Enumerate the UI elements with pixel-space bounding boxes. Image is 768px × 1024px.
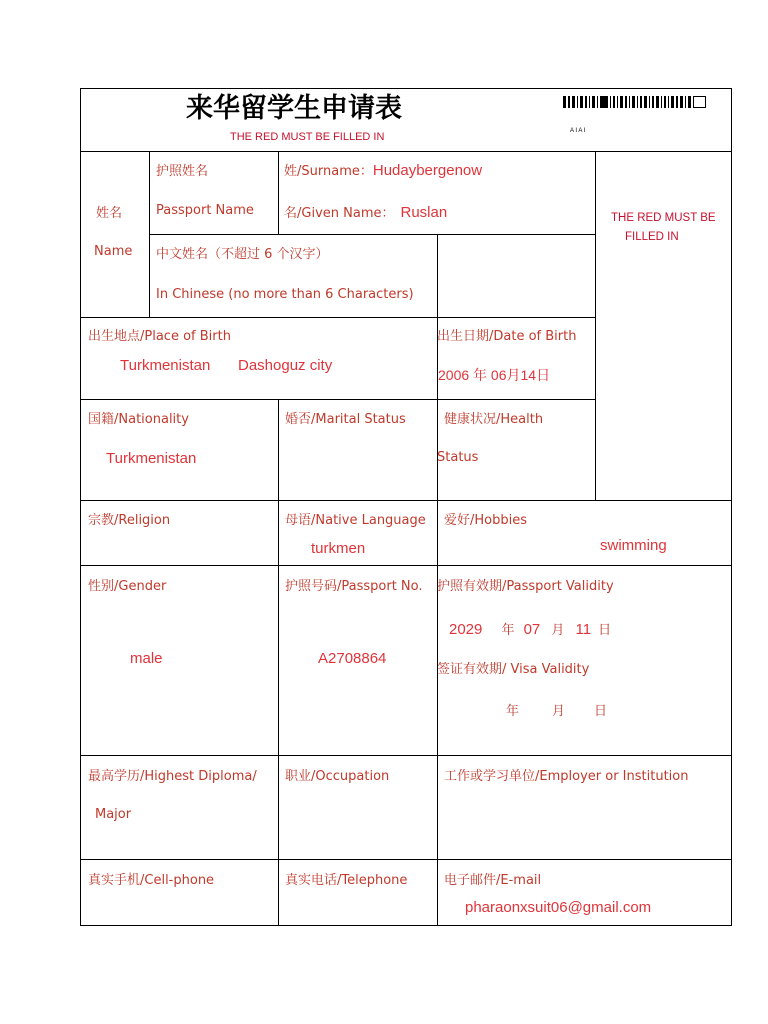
email-label: 电子邮件/E-mail bbox=[444, 873, 542, 888]
passport-name-label-cn: 护照姓名 bbox=[156, 164, 209, 179]
name-label-cn: 姓名 bbox=[96, 206, 123, 221]
health-status-label: 健康状况/Health bbox=[444, 412, 544, 427]
given-name-value: Ruslan bbox=[400, 204, 448, 221]
row-divider bbox=[149, 234, 595, 235]
surname-value: Hudaybergenow bbox=[372, 162, 483, 179]
row-divider bbox=[80, 500, 732, 501]
table-border-left bbox=[80, 88, 81, 926]
col-divider bbox=[149, 151, 150, 317]
page-title: 来华留学生申请表 bbox=[186, 93, 402, 124]
col-divider bbox=[278, 151, 279, 234]
passport-no-label: 护照号码/Passport No. bbox=[285, 579, 423, 594]
native-language-label: 母语/Native Language bbox=[285, 513, 426, 528]
visa-month-char[interactable]: 月 bbox=[552, 704, 566, 719]
visa-day-char[interactable]: 日 bbox=[594, 704, 608, 719]
nationality-label: 国籍/Nationality bbox=[88, 412, 189, 427]
highest-diploma-label: 最高学历/Highest Diploma/ bbox=[88, 769, 257, 784]
given-name-field[interactable] bbox=[284, 204, 447, 220]
passport-name-label-en: Passport Name bbox=[156, 203, 254, 218]
table-border-right bbox=[731, 88, 732, 926]
passport-validity-label: 护照有效期/Passport Validity bbox=[437, 579, 614, 594]
chinese-name-label: 中文姓名（不超过 6 个汉字） bbox=[156, 247, 329, 262]
surname-label: 姓/Surname： bbox=[284, 164, 373, 179]
validity-day: 11 bbox=[575, 621, 592, 638]
year-char: 年 bbox=[501, 623, 515, 638]
table-border-top bbox=[80, 88, 732, 89]
given-name-label: 名/Given Name： bbox=[284, 206, 395, 221]
month-char: 月 bbox=[551, 623, 565, 638]
birth-city-value[interactable]: Dashoguz city bbox=[238, 357, 333, 374]
barcode bbox=[563, 96, 706, 108]
telephone-label: 真实电话/Telephone bbox=[285, 873, 408, 888]
place-of-birth-label: 出生地点/Place of Birth bbox=[88, 329, 231, 344]
row-divider bbox=[80, 317, 595, 318]
hobbies-label: 爱好/Hobbies bbox=[444, 513, 527, 528]
validity-month: 07 bbox=[523, 621, 541, 638]
marital-status-label: 婚否/Marital Status bbox=[285, 412, 406, 427]
visa-year-char[interactable]: 年 bbox=[506, 704, 520, 719]
passport-no-value[interactable]: A2708864 bbox=[318, 650, 387, 667]
gender-value[interactable]: male bbox=[130, 650, 163, 667]
surname-field[interactable] bbox=[284, 162, 482, 178]
photo-note-line2: FILLED IN bbox=[625, 231, 679, 243]
cell-phone-label: 真实手机/Cell-phone bbox=[88, 873, 215, 888]
day-char: 日 bbox=[598, 623, 612, 638]
name-label-en: Name bbox=[94, 244, 133, 259]
native-language-value[interactable]: turkmen bbox=[311, 540, 366, 557]
email-value[interactable]: pharaonxsuit06@gmail.com bbox=[465, 899, 652, 916]
date-of-birth-value[interactable]: 2006 年 06月14日 bbox=[438, 367, 551, 383]
gender-label: 性别/Gender bbox=[88, 579, 167, 594]
hobbies-value[interactable]: swimming bbox=[600, 537, 667, 554]
visa-validity-label: 签证有效期/ Visa Validity bbox=[437, 662, 590, 677]
barcode-caption: A I A I bbox=[570, 128, 586, 134]
religion-label: 宗教/Religion bbox=[88, 513, 171, 528]
birth-country-value[interactable]: Turkmenistan bbox=[120, 357, 211, 374]
nationality-value[interactable]: Turkmenistan bbox=[106, 450, 197, 467]
passport-validity-date[interactable] bbox=[449, 621, 611, 637]
row-divider bbox=[80, 755, 732, 756]
highest-diploma-label-2: Major bbox=[95, 807, 132, 822]
red-fill-note: THE RED MUST BE FILLED IN bbox=[230, 131, 385, 143]
row-divider bbox=[80, 151, 732, 152]
row-divider bbox=[80, 399, 595, 400]
col-divider bbox=[595, 151, 596, 500]
row-divider bbox=[80, 859, 732, 860]
employer-label: 工作或学习单位/Employer or Institution bbox=[444, 769, 689, 784]
validity-year: 2029 bbox=[449, 621, 483, 638]
chinese-name-label-en: In Chinese (no more than 6 Characters) bbox=[156, 287, 414, 302]
date-of-birth-label: 出生日期/Date of Birth bbox=[437, 329, 577, 344]
col-divider bbox=[278, 399, 279, 926]
health-status-label-2: Status bbox=[437, 450, 479, 465]
photo-note-line1: THE RED MUST BE bbox=[611, 212, 716, 224]
occupation-label: 职业/Occupation bbox=[285, 769, 390, 784]
row-divider bbox=[80, 565, 732, 566]
table-border-bottom bbox=[80, 925, 732, 926]
